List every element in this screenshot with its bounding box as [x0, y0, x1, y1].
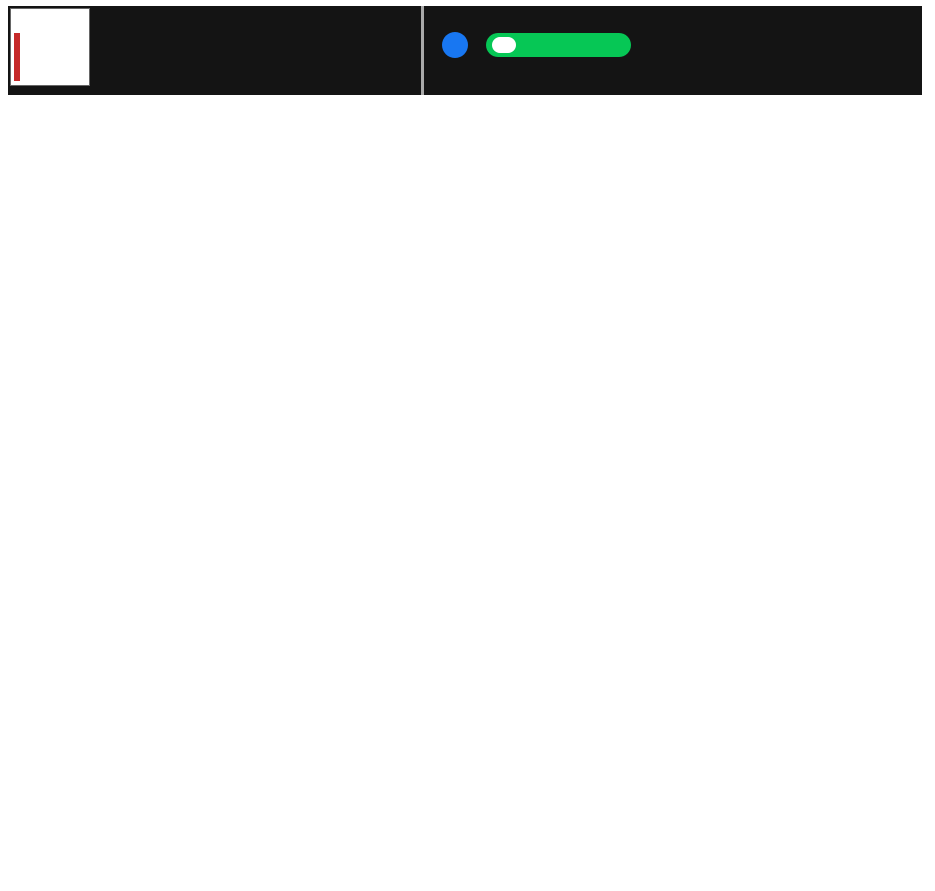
line-icon [492, 37, 516, 53]
line-openchat-button[interactable] [486, 33, 631, 57]
logo-red-bar [14, 33, 20, 81]
header-divider [421, 6, 424, 95]
facebook-icon[interactable] [442, 32, 468, 58]
tf-logo [10, 8, 90, 86]
